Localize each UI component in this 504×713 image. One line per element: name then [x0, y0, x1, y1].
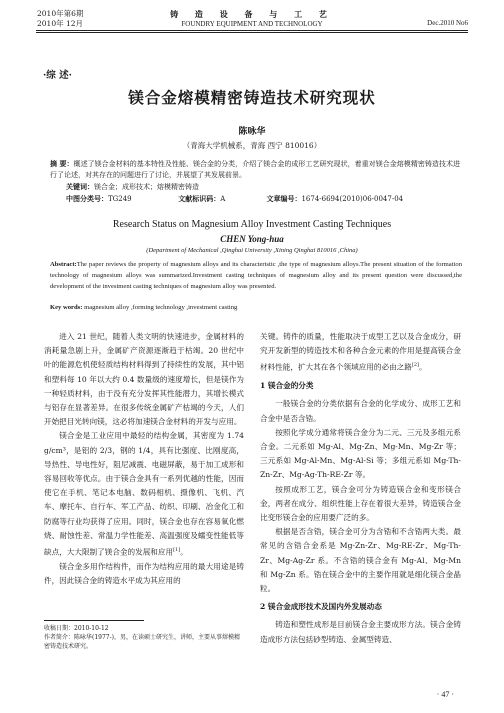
- abstract-cn-label: 摘 要：: [50, 159, 74, 168]
- paragraph: 按照化学成分通常将镁合金分为二元、三元及多组元系合金。二元系如 Mg-Al、Mg-Zn、Mg-Mn、Mg-Zr 等；三元系如 Mg-Al-Mn、Mg-Al-Si 等；多组元系如 Mg-Th-Zn-Zr、Mg-Ag-Th-RE-Zr 等。: [260, 427, 461, 480]
- journal-name-en: FOUNDRY EQUIPMENT AND TECHNOLOGY: [181, 20, 323, 28]
- section-label: ·综 述·: [43, 70, 72, 81]
- paragraph: 按照成形工艺，镁合金可分为铸造镁合金和变形镁合金，两者在成分、组织性能上存在着很大差异，铸造镁合金比变形镁合金的应用要广泛的多。: [260, 484, 461, 522]
- english-affiliation: (Department of Mechanical ,Qinghai University ,Xining Qinghai 810016 ,China): [146, 247, 358, 254]
- issue-line-1: 2010年第6期: [37, 9, 84, 18]
- page-number: · 47 ·: [436, 690, 454, 699]
- keywords-cn: [66, 182, 199, 192]
- citation[interactable]: [1]: [173, 547, 181, 554]
- citation[interactable]: [2]: [411, 362, 419, 369]
- issue-line-2: 2010年 12月: [37, 19, 84, 28]
- paragraph: 一般镁合金的分类依据有合金的化学成分、成形工艺和合金中是否含锆。: [260, 399, 461, 423]
- header-rule: [36, 30, 468, 31]
- paragraph: 铸造和塑性成形是目前镁合金主要成形方法。镁合金铸造成形方法包括砂型铸造、金属型铸造、: [260, 620, 461, 644]
- abstract-cn: [50, 158, 460, 181]
- english-abstract-label: Abstract:: [50, 261, 77, 268]
- section-heading: 2 镁合金成形技术及国内外发展动态: [260, 602, 382, 612]
- paragraph: 进入 21 世纪，随着人类文明的快速进步，金属材料的消耗量急剧上升，金属矿产资源逐渐趋于枯竭。20 世纪中叶的能源危机使轻质结构材料得到了持续性的发展，其中铝和塑料每 10 年以大约 0.4 数量级的速度增长，但是镁作为一种轻质材料，由于没有充分发挥其性能潜力，其增长模式与铝存在显著差异。在很多传统金属矿产枯竭的今天，人们开始把目光转向镁，这必将加速镁合金材料的开发与应用。: [44, 332, 244, 427]
- footnote-rule: [44, 620, 144, 621]
- keywords-cn-label: 关键词：: [66, 182, 94, 191]
- received-date: 收稿日期：2010-10-12: [44, 625, 109, 632]
- body-right-column: [260, 330, 461, 647]
- english-author: CHEN Yong-hua: [220, 234, 284, 244]
- english-abstract: [50, 259, 462, 292]
- date-number: Dec.2010 No6: [427, 19, 468, 27]
- english-keywords-label: Key words:: [50, 304, 83, 311]
- english-keywords-text: magnesium alloy ,forming technology ,investment casting: [84, 304, 238, 311]
- author-intro: 作者简介：陈咏华(1977-)，男，在读硕士研究生，讲师，主要从事熔模精密铸造技术研究。: [44, 634, 240, 650]
- section-heading: 1 镁合金的分类: [260, 381, 314, 391]
- article-no-value: 1674-6694(2010)06-0047-04: [301, 195, 404, 203]
- article-title: 镁合金熔模精密铸造技术研究现状: [128, 88, 376, 107]
- english-abstract-text: The paper reviews the property of magnesium alloys and its characteristic ,the type of magnesium alloys.The present situation of the formation technology of magnesium alloys was summarized.Investment casting techniques of magnesium alloy and its present question were discussed,the development of the investment casting techniques of magnesium alloy was presented.: [50, 261, 462, 290]
- affiliation: （青海大学机械系，青海 西宁 810016）: [182, 141, 322, 150]
- doc-code-value: A: [220, 195, 226, 203]
- keywords-cn-text: 镁合金；成形技术；熔模精密铸造: [94, 183, 199, 191]
- paragraph: 关键。铸件的质量，性能取决于成型工艺以及合金成分，研究开发新型的铸造技术和各种合金元素的作用是提高镁合金材料性能，扩大其在各个领域应用的必由之路[2]。: [260, 332, 461, 372]
- clc-label: 中图分类号：: [66, 194, 108, 203]
- paragraph: 根据是否含锆，镁合金可分为含锆和不含锆两大类。最常见的含锆合金系是 Mg-Zn-Zr、Mg-RE-Zr、Mg-Th-Zr、Mg-Ag-Zr 系。不含锆的镁合金有 Mg-Al、Mg-Mn 和 Mg-Zn 系。锆在镁合金中的主要作用就是细化镁合金晶粒。: [260, 527, 461, 593]
- footnote: [44, 624, 244, 651]
- doc-code-label: 文献标识码：: [178, 194, 221, 203]
- author-name: 陈咏华: [238, 127, 266, 137]
- classification-info: [66, 194, 466, 204]
- english-title: Research Status on Magnesium Alloy Investment Casting Techniques: [112, 219, 392, 230]
- article-no-label: 文章编号：: [266, 194, 302, 203]
- abstract-cn-text: 概述了镁合金材料的基本特性及性能、镁合金的分类，介绍了镁合金的成形工艺研究现状，着重对镁合金熔模精密铸造技术进行了论述，对其存在的问题进行了讨论，并展望了其发展前景。: [50, 160, 460, 179]
- english-keywords: [50, 304, 462, 311]
- clc-value: TG249: [108, 195, 132, 203]
- paragraph: 镁合金多用作结构件，而作为结构应用的最大用途是铸件，因此镁合金的铸造水平成为其应用的: [44, 561, 244, 585]
- header-rule-thin: [36, 32, 468, 33]
- body-left-column: [44, 330, 244, 588]
- journal-name-cn: 铸 造 设 备 与 工 艺: [170, 9, 334, 19]
- paragraph: 镁合金是工业应用中最轻的结构金属，其密度为 1.74 g/cm³，是铝的 2/3，钢的 1/4，具有比强度、比刚度高，导热性、导电性好，阻尼减震、电磁屏蔽，易于加工成形和容易回收等优点。由于镁合金具有一系列优越的性能，因而使它在手机、笔记本电脑、数码相机、摄像机、飞机、汽车、摩托车、自行车、军工产品、纺织、印刷、冶金化工和防腐等行业均获得了应用。同时，镁合金也存在容易氧化燃烧、耐蚀性差、常温力学性能差、高温强度及蠕变性能低等缺点，大大限制了镁合金的发展和应用[1]。: [44, 431, 244, 557]
